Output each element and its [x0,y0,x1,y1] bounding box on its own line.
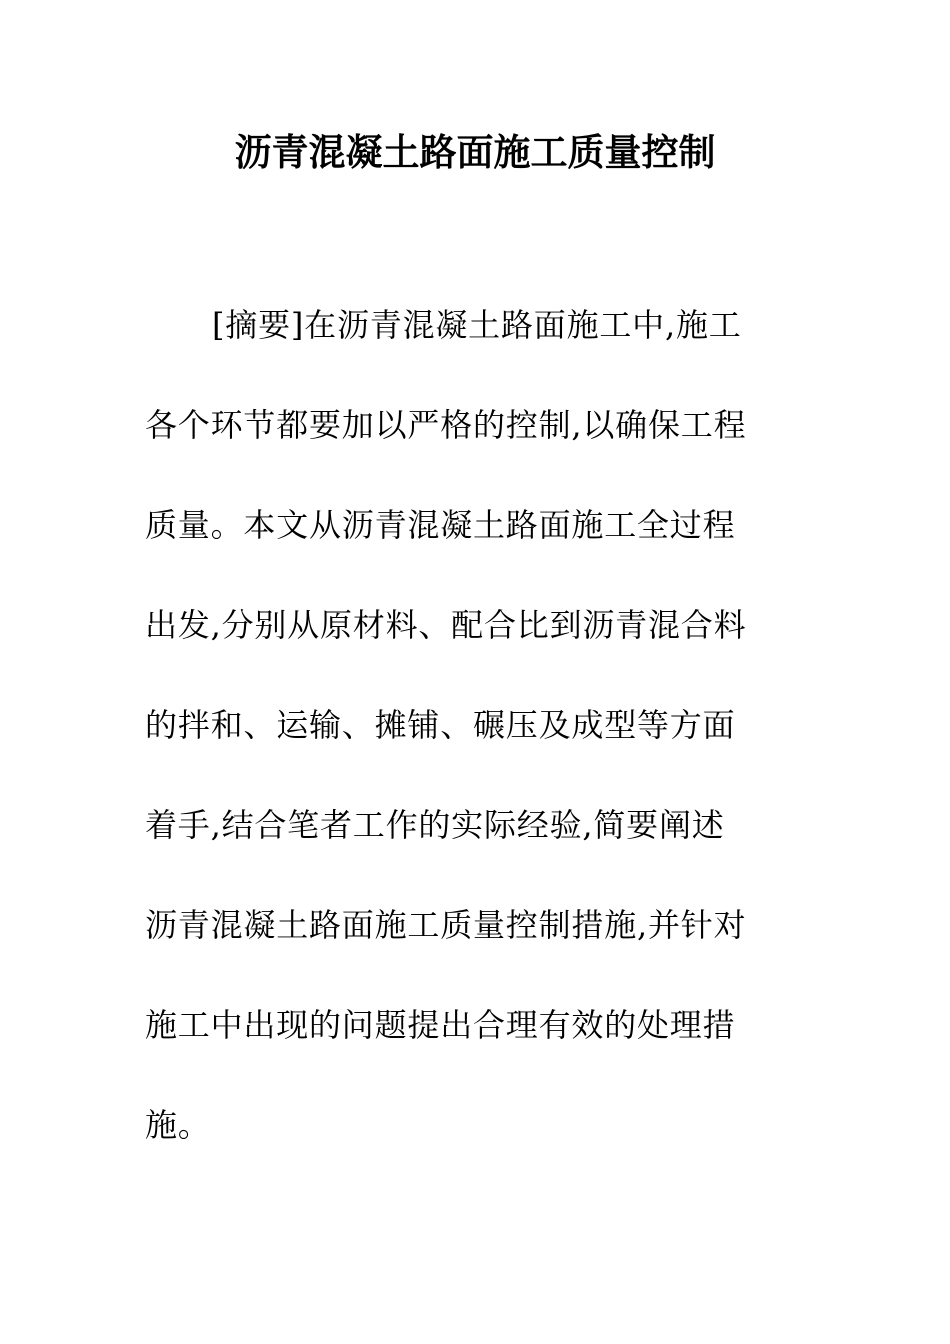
document-title: 沥青混凝土路面施工质量控制 [234,130,716,174]
abstract-line: 各个环节都要加以严格的控制,以确保工程 [145,406,747,444]
abstract-line: 着手,结合笔者工作的实际经验,简要阐述 [145,806,725,844]
abstract-line: [摘要]在沥青混凝土路面施工中,施工 [212,306,742,344]
abstract-line: 的拌和、运输、摊铺、碾压及成型等方面 [145,706,736,744]
abstract-line: 施。 [145,1106,211,1144]
abstract-line: 质量。本文从沥青混凝土路面施工全过程 [145,506,736,544]
abstract-line: 出发,分别从原材料、配合比到沥青混合料 [145,606,747,644]
abstract-line: 沥青混凝土路面施工质量控制措施,并针对 [145,906,747,944]
abstract-line: 施工中出现的问题提出合理有效的处理措 [145,1006,736,1044]
